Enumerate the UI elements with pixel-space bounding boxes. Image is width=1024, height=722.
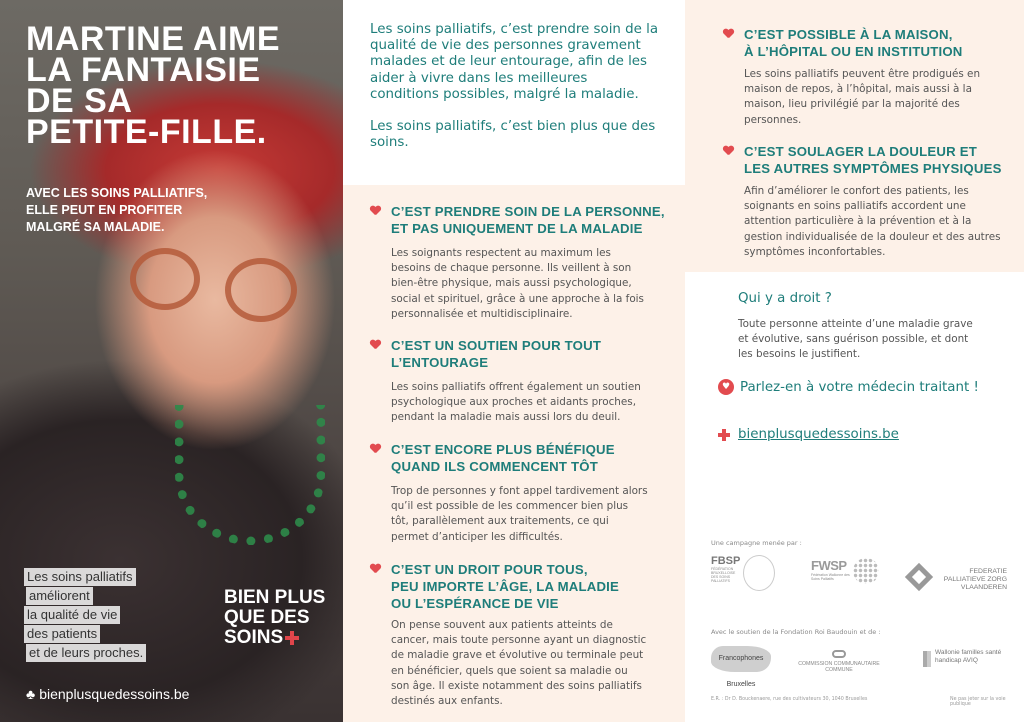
- plus-icon: [285, 631, 299, 645]
- brand-line: QUE DES: [224, 607, 310, 628]
- section-title-line: C’EST SOULAGER LA DOULEUR ET: [744, 144, 977, 159]
- headline-line: DE SA: [26, 82, 133, 120]
- section-title-line: C’EST ENCORE PLUS BÉNÉFIQUE: [391, 442, 615, 457]
- headline-line: MARTINE AIME: [26, 20, 281, 58]
- ccc-logo: [791, 650, 887, 673]
- fbsp-logo-subtext: FÉDÉRATION BRUXELLOISE DES SOINS PALLIATIFS: [711, 567, 736, 583]
- cta-doctor: [718, 379, 979, 395]
- subhead-line: AVEC LES SOINS PALLIATIFS,: [26, 186, 208, 200]
- footer-url[interactable]: [26, 686, 189, 702]
- necklace-beads: [175, 405, 325, 545]
- photo-quote: [24, 568, 146, 663]
- heart-icon: [723, 29, 734, 40]
- section-title-line: ET PAS UNIQUEMENT DE LA MALADIE: [391, 221, 643, 236]
- section-body: Afin d’améliorer le confort des patients, les soignants en soins palliatifs accordent une attention particulière à la prévention et à la gestion individualisée de la douleur et des autres symptômes inconfortables.: [744, 185, 1001, 258]
- heart-icon: [370, 444, 381, 455]
- dots-icon: [853, 558, 879, 584]
- section-personne: [370, 203, 670, 322]
- section-title-line: OU L’ESPÉRANCE DE VIE: [391, 596, 559, 611]
- fpzv-logo-text: FEDERATIE PALLIATIEVE ZORG VLAANDEREN: [943, 568, 1007, 591]
- brand-line: SOINS: [224, 627, 284, 648]
- fbsp-logo: [711, 555, 773, 595]
- section-body: Les soins palliatifs offrent également un soutien psychologique aux proches et aidants proches, pendant la maladie mais aussi lors du deuil.: [391, 381, 641, 424]
- qui-body: Toute personne atteinte d’une maladie grave et évolutive, sans guérison possible, et dont les besoins le justifient.: [738, 318, 973, 361]
- hero-photo: [0, 0, 343, 722]
- cta-text: Parlez-en à votre médecin traitant !: [740, 379, 979, 395]
- diamond-icon: [905, 563, 933, 591]
- headline: [26, 20, 326, 151]
- leaf-icon: ♣: [26, 686, 36, 702]
- francophones-logo: Francophones Bruxelles: [711, 646, 771, 672]
- heart-icon: [370, 564, 381, 575]
- right-panel: [685, 0, 1024, 722]
- aviq-logo: Wallonie familles santé handicap AVIQ: [923, 649, 1003, 673]
- fpzv-logo: [907, 562, 1007, 592]
- fbsp-logo-text: FBSP: [711, 555, 741, 567]
- brand-logo: [224, 588, 325, 648]
- section-title-line: C’EST UN DROIT POUR TOUS,: [391, 562, 588, 577]
- campaign-label: Une campagne menée par :: [711, 539, 802, 547]
- subhead-line: ELLE PEUT EN PROFITER: [26, 203, 183, 217]
- section-entourage: [370, 337, 670, 426]
- section-title-line: C’EST PRENDRE SOIN DE LA PERSONNE,: [391, 204, 665, 219]
- section-title-line: L’ENTOURAGE: [391, 355, 489, 370]
- headline-line: PETITE-FILLE.: [26, 113, 267, 151]
- ccc-icon: [832, 650, 846, 658]
- fwsp-logo: [811, 558, 881, 594]
- plus-icon: [718, 429, 730, 441]
- fwsp-logo-text: FWSP: [811, 558, 847, 573]
- subhead: [26, 185, 266, 236]
- fwsp-logo-subtext: Fédération Wallonne des Soins Palliatifs: [811, 573, 850, 581]
- section-title-line: À L’HÔPITAL OU EN INSTITUTION: [744, 44, 963, 59]
- section-title-line: C’EST UN SOUTIEN POUR TOUT: [391, 338, 602, 353]
- editeur-responsable: E.R. : Dr D. Bouckenaere, rue des cultivateurs 30, 1040 Bruxelles: [711, 697, 868, 702]
- quote-line: la qualité de vie: [24, 606, 120, 624]
- middle-panel: [343, 0, 685, 722]
- section-body: Les soins palliatifs peuvent être prodigués en maison de repos, à l’hôpital, mais aussi à la maison, lieu privilégié par la majorité des personnes.: [744, 68, 981, 126]
- website-link-text[interactable]: bienplusquedessoins.be: [738, 427, 899, 442]
- section-droit: [370, 561, 670, 709]
- glasses-right-lens: [225, 258, 297, 322]
- ne-pas-jeter: Ne pas jeter sur la voie publique: [950, 697, 1006, 707]
- network-icon: [743, 555, 775, 591]
- support-label: Avec le soutien de la Fondation Roi Baudouin et de :: [711, 628, 881, 636]
- section-title-line: PEU IMPORTE L’ÂGE, LA MALADIE: [391, 579, 620, 594]
- section-body: Les soignants respectent au maximum les besoins de chaque personne. Ils veillent à son bien-être physique, mais aussi psychologique, social et spirituel, grâce à une approche à la fois personnalisée et multidisciplinaire.: [391, 247, 644, 320]
- intro-block: [343, 0, 685, 185]
- intro-paragraph: Les soins palliatifs, c’est prendre soin de la qualité de vie des personnes gravement malades et de leur entourage, afin de les aider à vivre dans les meilleures conditions possibles, malgré la maladie.: [370, 22, 659, 102]
- intro-paragraph: Les soins palliatifs, c’est bien plus que des soins.: [370, 119, 656, 151]
- quote-line: Les soins palliatifs: [24, 568, 136, 586]
- section-title-line: LES AUTRES SYMPTÔMES PHYSIQUES: [744, 161, 1002, 176]
- heart-icon: [723, 146, 734, 157]
- headline-line: LA FANTAISIE: [26, 51, 261, 89]
- section-title-line: QUAND ILS COMMENCENT TÔT: [391, 459, 598, 474]
- quote-line: améliorent: [26, 587, 93, 605]
- section-maison: [723, 26, 1023, 128]
- quote-line: des patients: [24, 625, 100, 643]
- section-body: On pense souvent aux patients atteints de cancer, mais toute personne ayant un diagnostic de maladie grave et évolutive ou terminale peut en bénéficier, quels que soient sa maladie ou son âge. Il existe notamment des soins palliatifs destinés aux enfants.: [391, 619, 647, 708]
- section-benefique: [370, 441, 670, 545]
- glasses-left-lens: [130, 248, 200, 310]
- quote-line: et de leurs proches.: [26, 644, 146, 662]
- footer-url-text: bienplusquedessoins.be: [39, 686, 190, 702]
- section-body: Trop de personnes y font appel tardivement alors qu’il est possible de les commencer bien plus tôt, parallèlement aux traitements, ce qui permet d’anticiper les difficultés.: [391, 485, 648, 543]
- heart-circle-icon: ♥: [718, 379, 734, 395]
- website-link[interactable]: [718, 427, 899, 442]
- qui-title: Qui y a droit ?: [738, 291, 832, 306]
- section-douleur: [723, 143, 1023, 260]
- heart-icon: [370, 340, 381, 351]
- section-title-line: C’EST POSSIBLE À LA MAISON,: [744, 27, 953, 42]
- subhead-line: MALGRÉ SA MALADIE.: [26, 220, 165, 234]
- ccc-logo-text: COMMISSION COMMUNAUTAIRE COMMUNE: [798, 661, 880, 673]
- heart-icon: [370, 206, 381, 217]
- brand-line: BIEN PLUS: [224, 587, 326, 608]
